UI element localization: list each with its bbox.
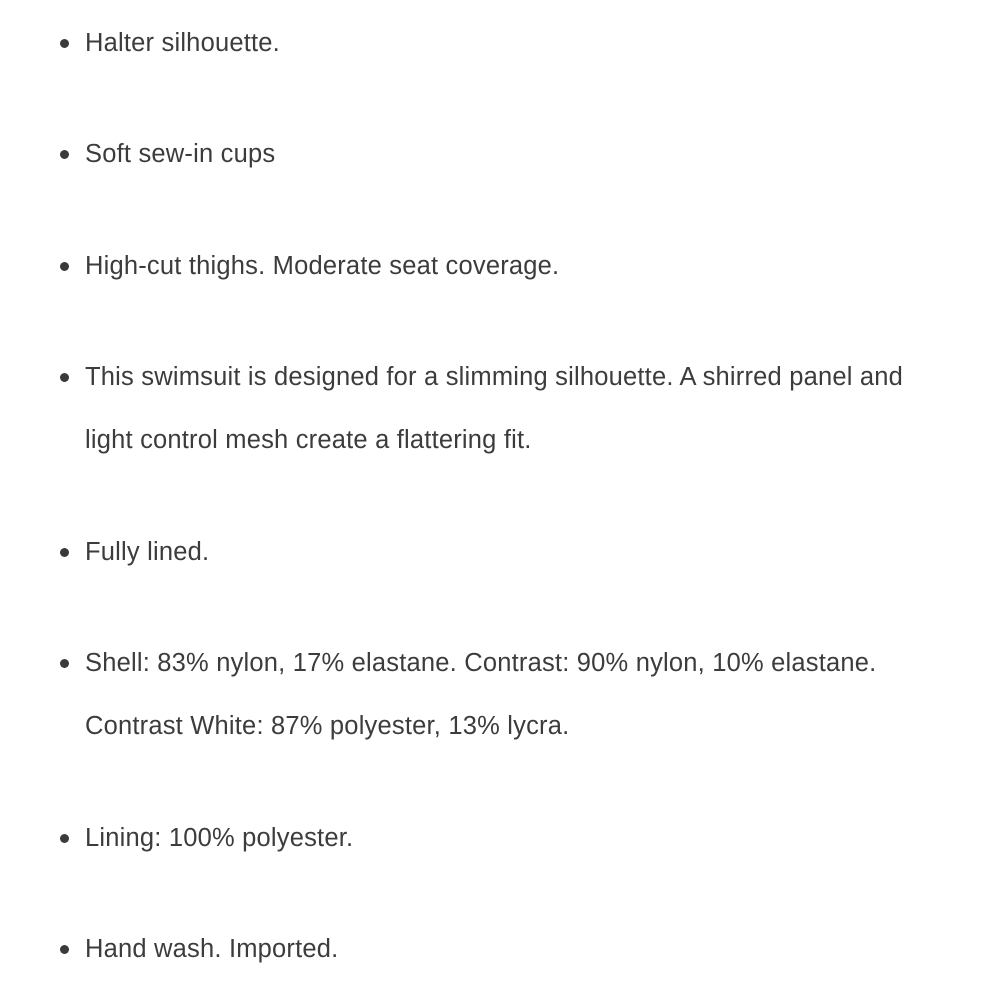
detail-item-silhouette: Halter silhouette. xyxy=(85,12,925,75)
detail-item-lining-material: Lining: 100% polyester. xyxy=(85,807,925,870)
detail-item-care: Hand wash. Imported. xyxy=(85,918,925,981)
detail-item-cups: Soft sew-in cups xyxy=(85,123,925,186)
detail-item-coverage: High-cut thighs. Moderate seat coverage. xyxy=(85,235,925,298)
detail-item-fabric: Shell: 83% nylon, 17% elastane. Contrast: 90% nylon, 10% elastane. Contrast White: 87% polyester, 13% lycra. xyxy=(85,632,925,758)
detail-item-lining-note: Fully lined. xyxy=(85,521,925,584)
detail-item-fit: This swimsuit is designed for a slimming silhouette. A shirred panel and light control mesh create a flattering fit. xyxy=(85,346,925,472)
